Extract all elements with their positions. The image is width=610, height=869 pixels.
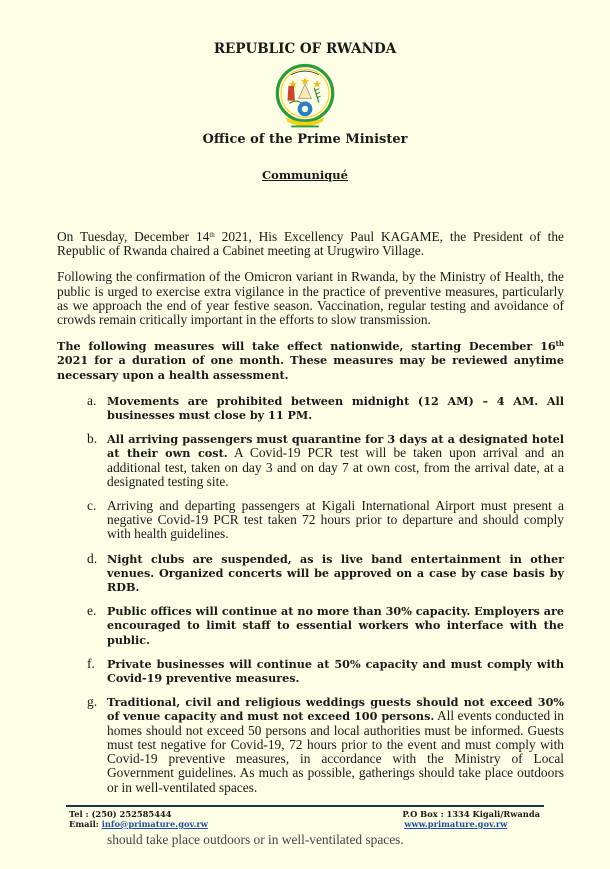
document-body: [0, 230, 610, 795]
measure-bold-text: Public offices will continue at no more than 30% capacity. Employers are encouraged to limit staff to essential workers who interface with the public.: [107, 604, 564, 647]
measure-bold-text: Traditional, civil and religious weddings guests should not exceed 30% of venue capacity and must not exceed 100 persons.: [107, 695, 564, 724]
country-title: REPUBLIC OF RWANDA: [213, 41, 397, 57]
tel-label: Tel :: [69, 808, 92, 819]
ordinal-suffix: th: [555, 339, 564, 349]
footer-contact-right: [402, 809, 540, 829]
measure-item-f: [87, 655, 564, 686]
measure-item-d: [87, 550, 564, 595]
list-marker: g.: [87, 694, 98, 710]
tel-value: (250) 252585444: [91, 808, 172, 819]
email-label: Email:: [69, 818, 102, 829]
list-marker: f.: [87, 655, 95, 671]
intro-p1-text-cont: 2021, His Excellency Paul KAGAME, the President of the Republic of Rwanda chaired a Cabinet meeting at Urugwiro Village.: [57, 229, 564, 259]
bleed-through-text: should take place outdoors or in well-ventilated spaces.: [107, 831, 404, 847]
measure-item-a: [87, 392, 564, 423]
measure-bold-text: Movements are prohibited between midnight (12 AM) – 4 AM. All businesses must close by 11 PM.: [107, 393, 564, 423]
measure-bold-text: Private businesses will continue at 50% capacity and must comply with Covid-19 preventive measures.: [107, 656, 564, 686]
document-type-heading: Communiqué: [262, 168, 348, 182]
intro-paragraph-2: Following the confirmation of the Omicron variant in Rwanda, by the Ministry of Health, the public is urged to exercise extra vigilance in the practice of preventive measures, particularly as we approach the end of year festive season. Vaccination, regular testing and avoidance of crowds remain critically important in the efforts to slow transmission.: [57, 269, 564, 328]
ordinal-suffix: th: [209, 231, 215, 239]
footer-tel: [69, 809, 208, 819]
list-marker: d.: [87, 550, 98, 566]
emblem-container: [0, 60, 610, 132]
list-marker: c.: [87, 498, 97, 514]
email-link[interactable]: info@primature.gov.rw: [101, 818, 208, 829]
footer: [66, 805, 544, 831]
measure-item-c: [87, 498, 564, 542]
intro-p1-text: On Tuesday, December 14: [57, 229, 210, 244]
list-marker: a.: [87, 392, 97, 408]
measures-list: [57, 394, 564, 795]
measure-bold-text: Night clubs are suspended, as is live band entertainment in other venues. Organized concerts will be approved on a case by case basis by RDB.: [107, 551, 564, 595]
rwanda-coat-of-arms-emblem-icon: [272, 60, 338, 132]
office-title: Office of the Prime Minister: [202, 132, 408, 147]
measure-text: All events conducted in homes should not exceed 50 persons and local authorities must be informed. Guests must test negative for Covid-19, 72 hours prior to the event and must comply with Covid-19 preventive measures, in accordance with the Ministry of Local Government guidelines. As much as possible, gatherings should take place outdoors or in well-ventilated spaces.: [107, 708, 564, 795]
footer-contact-left: [69, 809, 208, 829]
measures-intro-text-cont: 2021 for a duration of one month. These measures may be reviewed anytime necessary upon a health assessment.: [57, 353, 564, 382]
footer-pobox: P.O Box : 1334 Kigali/Rwanda: [402, 808, 540, 819]
website-link[interactable]: www.primature.gov.rw: [404, 818, 508, 829]
measure-item-g: [87, 694, 564, 795]
measure-item-b: [87, 431, 565, 489]
measure-item-e: [87, 603, 564, 647]
measures-intro-text: The following measures will take effect nationwide, starting December 16: [57, 339, 556, 354]
intro-paragraph-1: [57, 230, 564, 258]
measure-bold-text: All arriving passengers must quarantine for 3 days at a designated hotel at their own cost.: [107, 432, 564, 461]
list-marker: b.: [87, 431, 98, 447]
footer-email: [69, 819, 208, 829]
measures-intro-paragraph: [57, 339, 564, 382]
measure-text: A Covid-19 PCR test will be taken upon arrival and an additional test, taken on day 3 and on day 7 at own cost, from the arrival date, at a designated testing site.: [107, 445, 565, 489]
list-marker: e.: [87, 603, 97, 619]
measure-text: Arriving and departing passengers at Kigali International Airport must present a negative Covid-19 PCR test taken 72 hours prior to departure and should comply with health guidelines.: [107, 498, 564, 542]
